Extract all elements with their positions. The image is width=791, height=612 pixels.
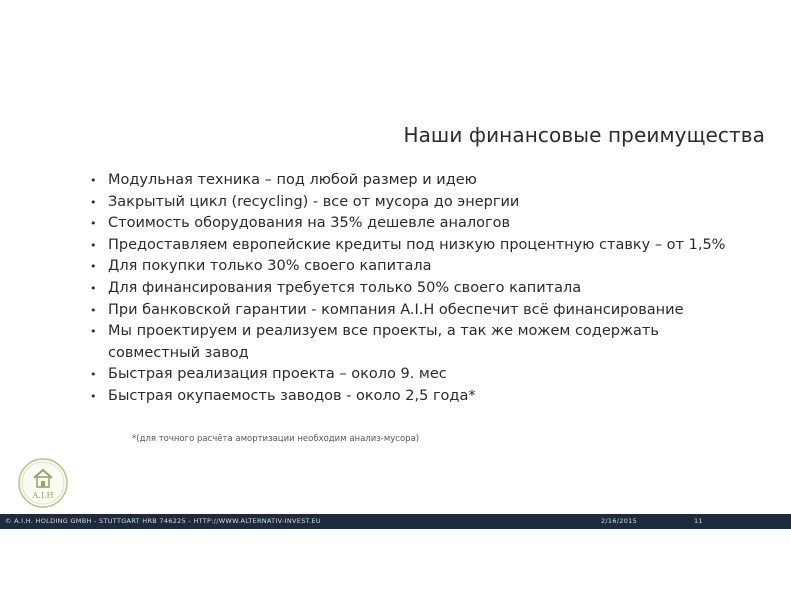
- footer-copyright: © A.I.H. HOLDING GMBH - STUTTGART HRB 746225 - HTTP://WWW.ALTERNATIV-INVEST.EU: [5, 517, 321, 525]
- list-item: [90, 364, 780, 386]
- bullet-icon: •: [90, 281, 97, 295]
- footnote: *(для точного расчёта амортизации необходим анализ-мусора): [132, 434, 420, 444]
- bullet-text: Для покупки только 30% своего капитала: [108, 258, 432, 275]
- list-item: [90, 278, 780, 300]
- bullet-text: Предоставляем европейские кредиты под низкую процентную ставку – от 1,5%: [108, 236, 726, 253]
- footer-bar: [0, 514, 791, 529]
- list-item: [90, 213, 780, 235]
- list-item: [90, 321, 728, 364]
- logo-text: A.I.H: [32, 491, 54, 500]
- bullet-icon: •: [90, 238, 97, 252]
- bullet-text: Быстрая реализация проекта – около 9. мес: [108, 366, 447, 383]
- list-item: [90, 386, 780, 408]
- list-item: [90, 300, 780, 322]
- bullet-text: Стоимость оборудования на 35% дешевле аналогов: [108, 215, 510, 232]
- bullet-icon: •: [90, 389, 97, 403]
- bullet-icon: •: [90, 174, 97, 187]
- company-logo: [17, 457, 69, 509]
- bullet-text: Модульная техника – под любой размер и идею: [108, 172, 477, 188]
- slide-title: Наши финансовые преимущества: [403, 123, 765, 147]
- bullet-icon: •: [90, 195, 97, 209]
- bullet-text: Для финансирования требуется только 50% своего капитала: [108, 279, 582, 296]
- bullet-text: При банковской гарантии - компания A.I.H обеспечит всё финансирование: [108, 301, 684, 318]
- house-icon: [17, 457, 69, 509]
- bullet-text: Мы проектируем и реализуем все проекты, а так же можем содержать совместный завод: [108, 323, 659, 361]
- list-item: [90, 170, 780, 192]
- list-item: [90, 235, 780, 257]
- bullet-icon: •: [90, 325, 97, 339]
- list-item: [90, 256, 780, 278]
- bullet-icon: •: [90, 217, 97, 231]
- bullet-icon: •: [90, 303, 97, 317]
- bullet-icon: •: [90, 368, 97, 382]
- bullet-text: Закрытый цикл (recycling) - все от мусора до энергии: [108, 193, 520, 210]
- footer-date: 2/16/2015: [601, 517, 638, 525]
- bullet-text: Быстрая окупаемость заводов - около 2,5 года*: [108, 387, 476, 404]
- bullet-icon: •: [90, 260, 97, 274]
- list-item: [90, 192, 780, 214]
- footer-page-number: 11: [694, 517, 703, 525]
- bullet-list: [90, 170, 780, 408]
